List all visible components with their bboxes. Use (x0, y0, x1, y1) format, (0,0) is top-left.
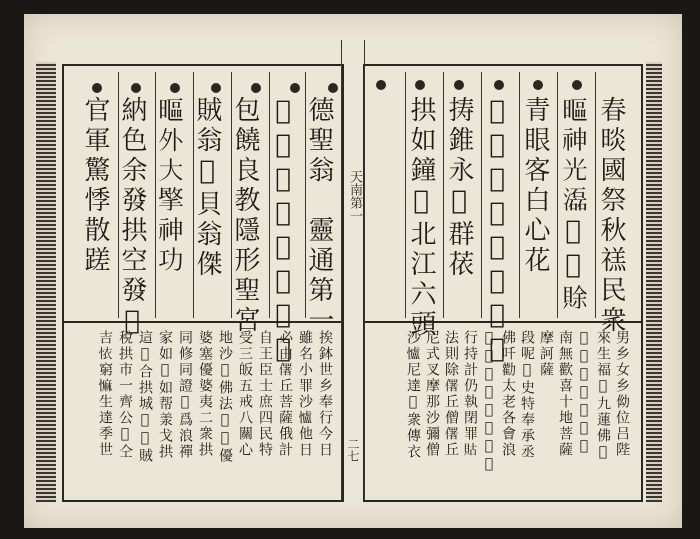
commentary-column: 受三皈五戒八關心 (237, 330, 253, 458)
commentary-column: 摩訶薩 (538, 330, 554, 378)
column-marker-dot (494, 80, 504, 90)
verse-column: 包饒良教隱形聖宮 (230, 96, 260, 336)
verse-column: 𣉾外大𢰞神功 (154, 96, 184, 276)
verse-column: 青眼客白心花 (520, 96, 550, 276)
column-marker-dot (376, 80, 386, 90)
column-marker-dot (328, 83, 338, 93)
verse-column: 𣉾神光𤂬𢝺𠫾賖 (558, 96, 588, 314)
column-marker-dot (211, 83, 221, 93)
right-hatched-border (646, 62, 662, 502)
column-marker-dot (170, 83, 180, 93)
verse-column: 拱如鐘𨪝北江六頭 (406, 96, 436, 340)
commentary-column: 法則除𠏲丘僧𠏲丘 (443, 330, 459, 458)
commentary-column: 吉𢙇窮𢠩生達季世 (97, 330, 113, 458)
commentary-column: 必由𠏲丘菩薩俄計 (277, 330, 293, 458)
verse-column: 𦓿𤳆菊𤘺梅𦺓袞昂 (482, 96, 512, 368)
column-marker-dot (251, 83, 261, 93)
verse-column: 納色余發拱空發𠳙 (117, 96, 147, 340)
verse-column: 春晱國祭秋禚民衆 (596, 96, 626, 336)
spine-title: 天南第一 (347, 170, 362, 222)
verse-column: 𢭏錐永𣦍群𦲤 (444, 96, 474, 280)
left-divider (62, 321, 342, 323)
commentary-column: 來生福𥚄九蓮佛𡊲 (595, 330, 611, 462)
commentary-column: 佛吀勸太老各會浪 (500, 330, 516, 458)
commentary-column: 婆塞優婆夷二衆拱 (197, 330, 213, 458)
column-marker-dot (290, 83, 300, 93)
column-marker-dot (92, 83, 102, 93)
commentary-column: 行持計仍執閉罪𧵑 (462, 330, 478, 458)
commentary-column: 沙𢥈尼達𠼾衆傳衣 (405, 330, 421, 460)
commentary-column: 這𡗶合拱城𠀧𢿡賊 (137, 330, 153, 464)
commentary-column: 段呢𢚸史特奉承丞 (519, 330, 535, 460)
commentary-column: 稅拱市一齊公𢞅仝 (117, 330, 133, 460)
commentary-column: 𤳆爲佛𢧚七衆弟子 (481, 330, 497, 474)
commentary-column: 同修同證𤳆爲浪禪 (177, 330, 193, 460)
verse-column: 德聖翁 靈通第一 (304, 96, 334, 336)
commentary-column: 地沙𡑝佛法𢝙𤳆優 (217, 330, 233, 464)
commentary-column: 自王臣士庶四民特 (257, 330, 273, 458)
commentary-column: 雖名小罪沙𢥈他日 (297, 330, 313, 458)
commentary-column: 挨鉢世乡奉行今日 (317, 330, 333, 458)
verse-column: 官軍驚悸散蹉 (80, 96, 110, 276)
verse-column: 賊翁𢷀貝翁傑 (192, 96, 222, 280)
commentary-column: 家如𢱖如帮羕戈拱 (157, 330, 173, 460)
commentary-column: 𠋣仙菩提滿願、 (576, 330, 592, 456)
column-marker-dot (454, 80, 464, 90)
commentary-column: 南無歡喜十地菩薩 (557, 330, 573, 458)
book-spine (341, 40, 365, 500)
column-marker-dot (572, 80, 582, 90)
column-marker-dot (533, 80, 543, 90)
commentary-column: 尼式叉摩那沙彌僧 (424, 330, 440, 458)
column-marker-dot (131, 83, 141, 93)
verse-column: 𤳆龍係固懇求𤳆靈 (268, 96, 298, 368)
commentary-column: 男乡女乡㑃位吕陛 (614, 330, 630, 458)
page-number: 二七 (346, 438, 360, 462)
column-marker-dot (415, 80, 425, 90)
left-hatched-border (36, 62, 56, 502)
